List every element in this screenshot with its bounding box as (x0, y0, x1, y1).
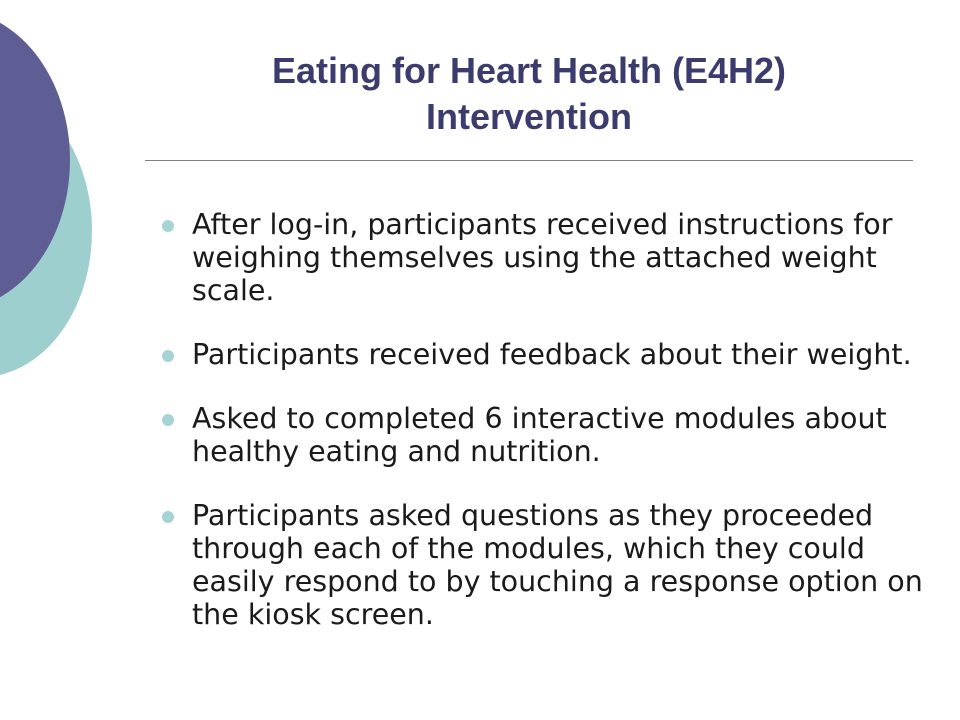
bullet-dot-icon (162, 414, 174, 426)
slide-title (145, 48, 913, 140)
bullet-item (160, 402, 950, 468)
bullet-text: Participants received feedback about their weight. (192, 338, 912, 371)
bullet-dot-icon (162, 220, 174, 232)
bullet-dot-icon (162, 511, 174, 523)
slide-title-line-1: Eating for Heart Health (E4H2) (271, 50, 787, 91)
bullet-item (160, 338, 950, 371)
bullet-list (160, 208, 950, 662)
bullet-dot-icon (162, 350, 174, 362)
bullet-item (160, 208, 950, 307)
slide-title-line-2: Intervention (425, 96, 632, 137)
bullet-text: After log-in, participants received instructions for weighing themselves using the attached weight scale. (192, 208, 893, 307)
title-divider (145, 160, 913, 161)
bullet-text: Participants asked questions as they proceeded through each of the modules, which they could easily respond to by touching a response option on the kiosk screen. (192, 499, 923, 631)
bullet-text: Asked to completed 6 interactive modules about healthy eating and nutrition. (192, 402, 887, 468)
bullet-item (160, 499, 950, 631)
